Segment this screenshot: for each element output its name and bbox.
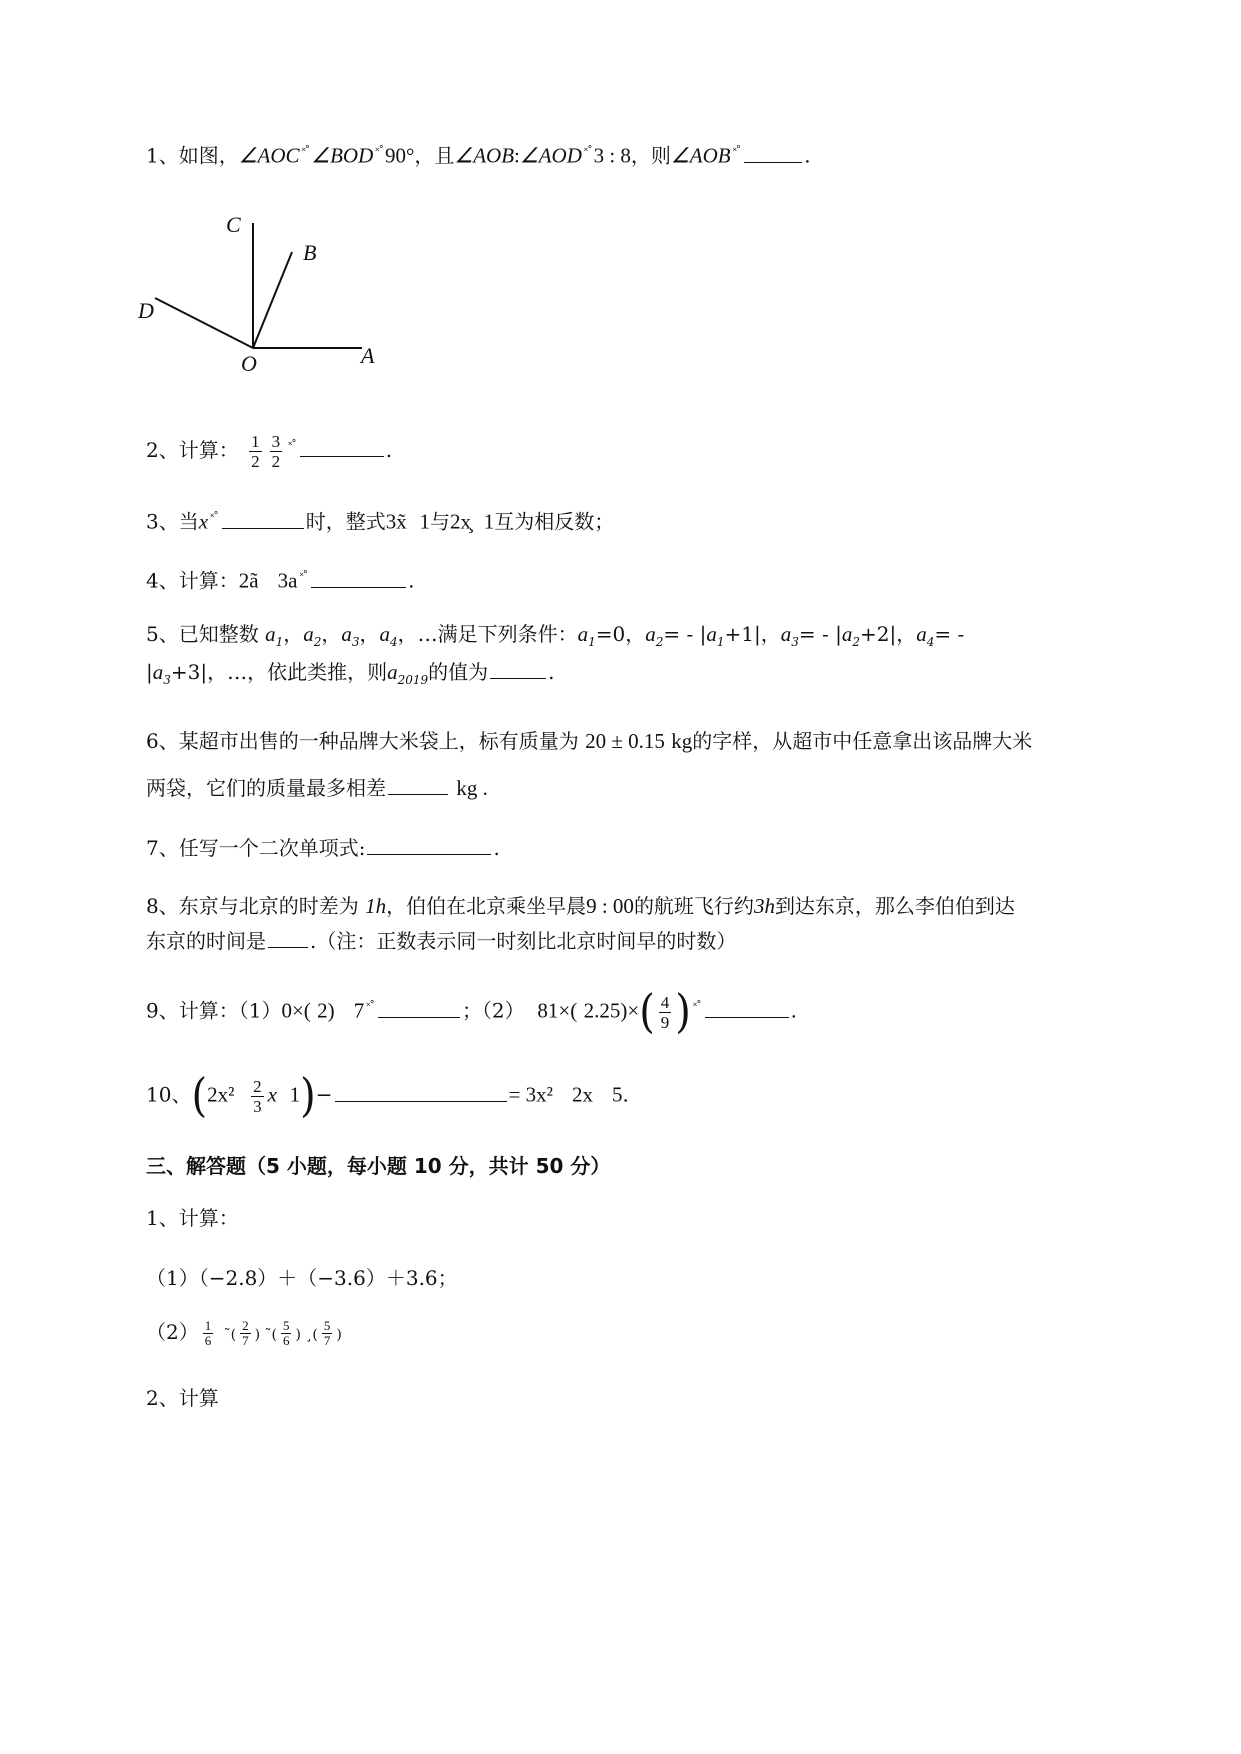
fraction	[251, 1077, 264, 1116]
q5-text: =0，	[595, 622, 646, 646]
q10-label: 10、	[146, 1082, 192, 1107]
label-b: B	[303, 240, 317, 265]
q1-end: .	[804, 143, 811, 168]
equals-mark: ˟˚	[732, 145, 741, 158]
q10-expr: = 3x²	[508, 1082, 553, 1107]
fraction	[240, 1319, 251, 1348]
var-a: a	[152, 660, 164, 684]
q9-expr: 81×(	[537, 998, 578, 1023]
question-10	[146, 1069, 629, 1123]
q9-end: .	[790, 998, 797, 1023]
q1-angle-aob: ∠AOB	[454, 143, 515, 168]
q8-hours: 1h	[365, 894, 387, 918]
q1-ratio: 3 : 8	[593, 143, 631, 168]
q8-text: 8、东京与北京的时差为	[146, 894, 359, 918]
var-a: a	[265, 622, 276, 646]
left-paren: (	[639, 985, 655, 1039]
left-paren: (	[191, 1069, 208, 1123]
answer-blank[interactable]	[268, 929, 308, 948]
q5-text: = - |	[663, 622, 707, 646]
label-c: C	[226, 212, 241, 237]
q10-expr: 2x	[571, 1082, 593, 1107]
denominator: 7	[323, 1333, 331, 1348]
q5-end: .	[548, 660, 555, 684]
q3-end: 互为相反数；	[494, 509, 615, 534]
equals-mark: ˟˚	[692, 999, 701, 1013]
answer-blank[interactable]	[222, 510, 304, 529]
sub: 3	[791, 635, 799, 649]
numerator: 1	[251, 432, 260, 451]
question-8-line-1	[146, 892, 1015, 920]
answer-blank[interactable]	[378, 999, 460, 1018]
sub: 2019	[397, 673, 429, 687]
var-a: a	[706, 622, 717, 646]
q5-text: +1|，	[724, 622, 781, 646]
equals-mark: ˟˚	[288, 439, 296, 453]
question-6-line-2	[146, 774, 488, 802]
question-3	[146, 504, 614, 536]
q5-text: +3|，…，依此类推，则	[170, 660, 388, 684]
equals-mark: ˟˚	[210, 511, 218, 524]
var-a: a	[341, 622, 352, 646]
q4-expr1: 2ã	[238, 568, 259, 593]
q10-expr: 5	[612, 1082, 623, 1107]
q5-text: |	[146, 660, 153, 684]
var-a: a	[841, 622, 853, 646]
equals-mark: ˟˚	[583, 145, 592, 158]
question-5-line-1: 5、已知整数 $a_1$，$a_2$，$a_3$，$a_4$，…满足下列条件：$a_1=0$，$a_2= - |a_1+1|$，$a_3= - |a_2+2|$，$a_4=$ -	[146, 622, 965, 649]
q3-text: 与	[429, 509, 450, 534]
q6-unit: kg .	[456, 776, 488, 800]
q9-expr: 2)	[317, 998, 335, 1023]
q5-text: …满足下列条件：	[417, 622, 578, 646]
operator: ) ¸(	[295, 1327, 318, 1343]
q5-label: 5、已知整数	[146, 622, 259, 646]
equals-mark: ˟˚	[301, 145, 310, 158]
q9-text: ；（2）	[461, 998, 525, 1023]
var-a: a	[645, 622, 656, 646]
fraction	[659, 993, 672, 1032]
operator: ˜(	[223, 1327, 237, 1343]
q8-text: ，伯伯在北京乘坐早晨	[386, 894, 587, 918]
q2-end: .	[385, 438, 393, 462]
label-d: D	[138, 298, 154, 323]
q6-text: 两袋，它们的质量最多相差	[146, 776, 386, 800]
q1-value: 90°	[384, 143, 415, 168]
label-o: O	[241, 351, 257, 376]
q1-colon: :	[514, 143, 520, 168]
denominator: 2	[251, 452, 260, 471]
q2-label: 2、计算：	[146, 438, 239, 462]
q8-text: 东京的时间是	[146, 929, 266, 953]
q8-text: 的航班飞行约	[633, 894, 754, 918]
question-8-line-2	[146, 927, 736, 955]
question-2	[146, 432, 392, 471]
sub: 2	[313, 635, 322, 649]
q9-label: 9、计算：（1）	[146, 998, 282, 1023]
question-7	[146, 834, 500, 862]
angle-figure	[140, 205, 440, 385]
q10-end: .	[622, 1082, 629, 1107]
q10-expr: 2x²	[207, 1082, 235, 1107]
var-a: a	[379, 622, 391, 646]
answer-blank[interactable]	[744, 144, 802, 163]
numerator: 5	[323, 1318, 331, 1333]
fraction	[281, 1319, 292, 1348]
answer-blank[interactable]	[335, 1083, 507, 1102]
sub: 2	[852, 635, 861, 649]
q5-text: +2|，	[860, 622, 917, 646]
q3-text: 时，整式	[305, 509, 386, 534]
numerator: 4	[660, 992, 670, 1012]
sub: 1	[275, 635, 284, 649]
right-paren: )	[300, 1069, 316, 1123]
question-5-line-2	[146, 658, 555, 694]
equals-mark: ˟˚	[299, 570, 308, 583]
denominator: 6	[282, 1333, 290, 1348]
q8-hours: 3h	[753, 894, 775, 918]
q7-text: 7、任写一个二次单项式:	[146, 836, 366, 860]
sub: 1	[588, 635, 596, 649]
denominator: 9	[660, 1012, 670, 1032]
numerator: 2	[253, 1076, 262, 1096]
fraction	[203, 1319, 214, 1348]
q3-expr2: 2x̧	[449, 509, 471, 534]
ray-ob	[253, 252, 292, 348]
section-heading: 三、解答题（5 小题，每小题 10 分，共计 50 分）	[146, 1154, 611, 1178]
fraction	[322, 1319, 333, 1348]
q7-end: .	[493, 836, 500, 860]
answer-blank[interactable]	[490, 660, 546, 679]
operator: ) ˜(	[254, 1327, 277, 1343]
var-a: a	[303, 622, 314, 646]
problem-1-part-1: （1）（−2.8）＋（−3.6）＋3.6；	[146, 1266, 458, 1290]
q3-expr2b: 1	[483, 509, 495, 534]
q1-angle-aoc: ∠AOC	[238, 143, 300, 168]
q4-end: .	[408, 568, 415, 593]
q5-text: = - |	[798, 622, 842, 646]
q10-minus: −	[315, 1082, 333, 1107]
right-paren: )	[675, 985, 691, 1039]
fraction	[270, 432, 283, 471]
label-a: A	[361, 343, 375, 368]
var-a: a	[387, 660, 398, 684]
var-a: a	[577, 622, 589, 646]
q8-text: .（注：正数表示同一时刻比北京时间早的时数）	[310, 929, 737, 953]
q4-expr2: 3a	[277, 568, 298, 593]
q3-expr1: 3x̃	[385, 509, 407, 534]
q10-expr: x	[267, 1082, 277, 1107]
q1-text: ，则	[630, 143, 671, 168]
answer-blank[interactable]	[388, 776, 448, 795]
q9-expr: 0×(	[281, 998, 311, 1023]
q6-text: 6、某超市出售的一种品牌大米袋上，标有质量为	[146, 729, 579, 753]
equals-mark: ˟˚	[366, 999, 374, 1013]
q8-time: 9 : 00	[586, 894, 634, 918]
problem-2-title: 2、计算	[146, 1386, 219, 1410]
problem-1-part-2	[146, 1318, 342, 1349]
problem-1-title: 1、计算：	[146, 1206, 239, 1230]
sub: 4	[390, 635, 398, 649]
denominator: 2	[271, 452, 281, 471]
q1-angle-aob: ∠AOB	[670, 143, 731, 168]
numerator: 1	[204, 1318, 212, 1333]
q5-text: = -	[934, 622, 965, 646]
q3-var: x	[198, 509, 209, 534]
denominator: 6	[204, 1333, 212, 1348]
question-4	[146, 563, 415, 595]
answer-blank[interactable]	[300, 438, 384, 457]
q6-value: 20 ± 0.15	[585, 729, 665, 753]
q6-unit: kg	[671, 729, 693, 753]
numerator: 3	[271, 432, 281, 451]
part-label: （2）	[146, 1320, 199, 1344]
denominator: 3	[253, 1096, 262, 1116]
q4-label: 4、计算：	[146, 568, 239, 593]
q1-angle-bod: ∠BOD	[311, 143, 374, 168]
q10-expr: 1	[289, 1082, 301, 1107]
q1-label: 1、如图，	[146, 143, 239, 168]
denominator: 7	[242, 1333, 249, 1348]
numerator: 2	[242, 1318, 249, 1333]
q5-text: 的值为	[428, 660, 489, 684]
q3-label: 3、当	[146, 509, 199, 534]
answer-blank[interactable]	[705, 999, 789, 1018]
q6-text: 的字样，从超市中任意拿出该品牌大米	[692, 729, 1033, 753]
question-1	[146, 138, 811, 170]
fraction	[249, 432, 262, 471]
q9-expr: 2.25)×	[583, 998, 640, 1023]
operator: )	[336, 1327, 342, 1343]
question-6-line-1	[146, 727, 1032, 755]
q9-expr: 7	[353, 998, 365, 1023]
sub: 3	[163, 673, 171, 687]
sub: 2	[655, 635, 664, 649]
answer-blank[interactable]	[311, 569, 406, 588]
q1-angle-aod: ∠AOD	[519, 143, 582, 168]
q3-expr1b: 1	[419, 509, 430, 534]
sub: 1	[716, 635, 725, 649]
q1-text: ，且	[414, 143, 455, 168]
numerator: 5	[282, 1318, 290, 1333]
answer-blank[interactable]	[367, 836, 491, 855]
equals-mark: ˟˚	[375, 145, 383, 158]
question-9	[146, 985, 797, 1039]
sub: 3	[351, 635, 360, 649]
var-a: a	[780, 622, 792, 646]
ray-od	[155, 298, 253, 348]
sub: 4	[926, 635, 935, 649]
q8-text: 到达东京，那么李伯伯到达	[774, 894, 1015, 918]
var-a: a	[916, 622, 927, 646]
